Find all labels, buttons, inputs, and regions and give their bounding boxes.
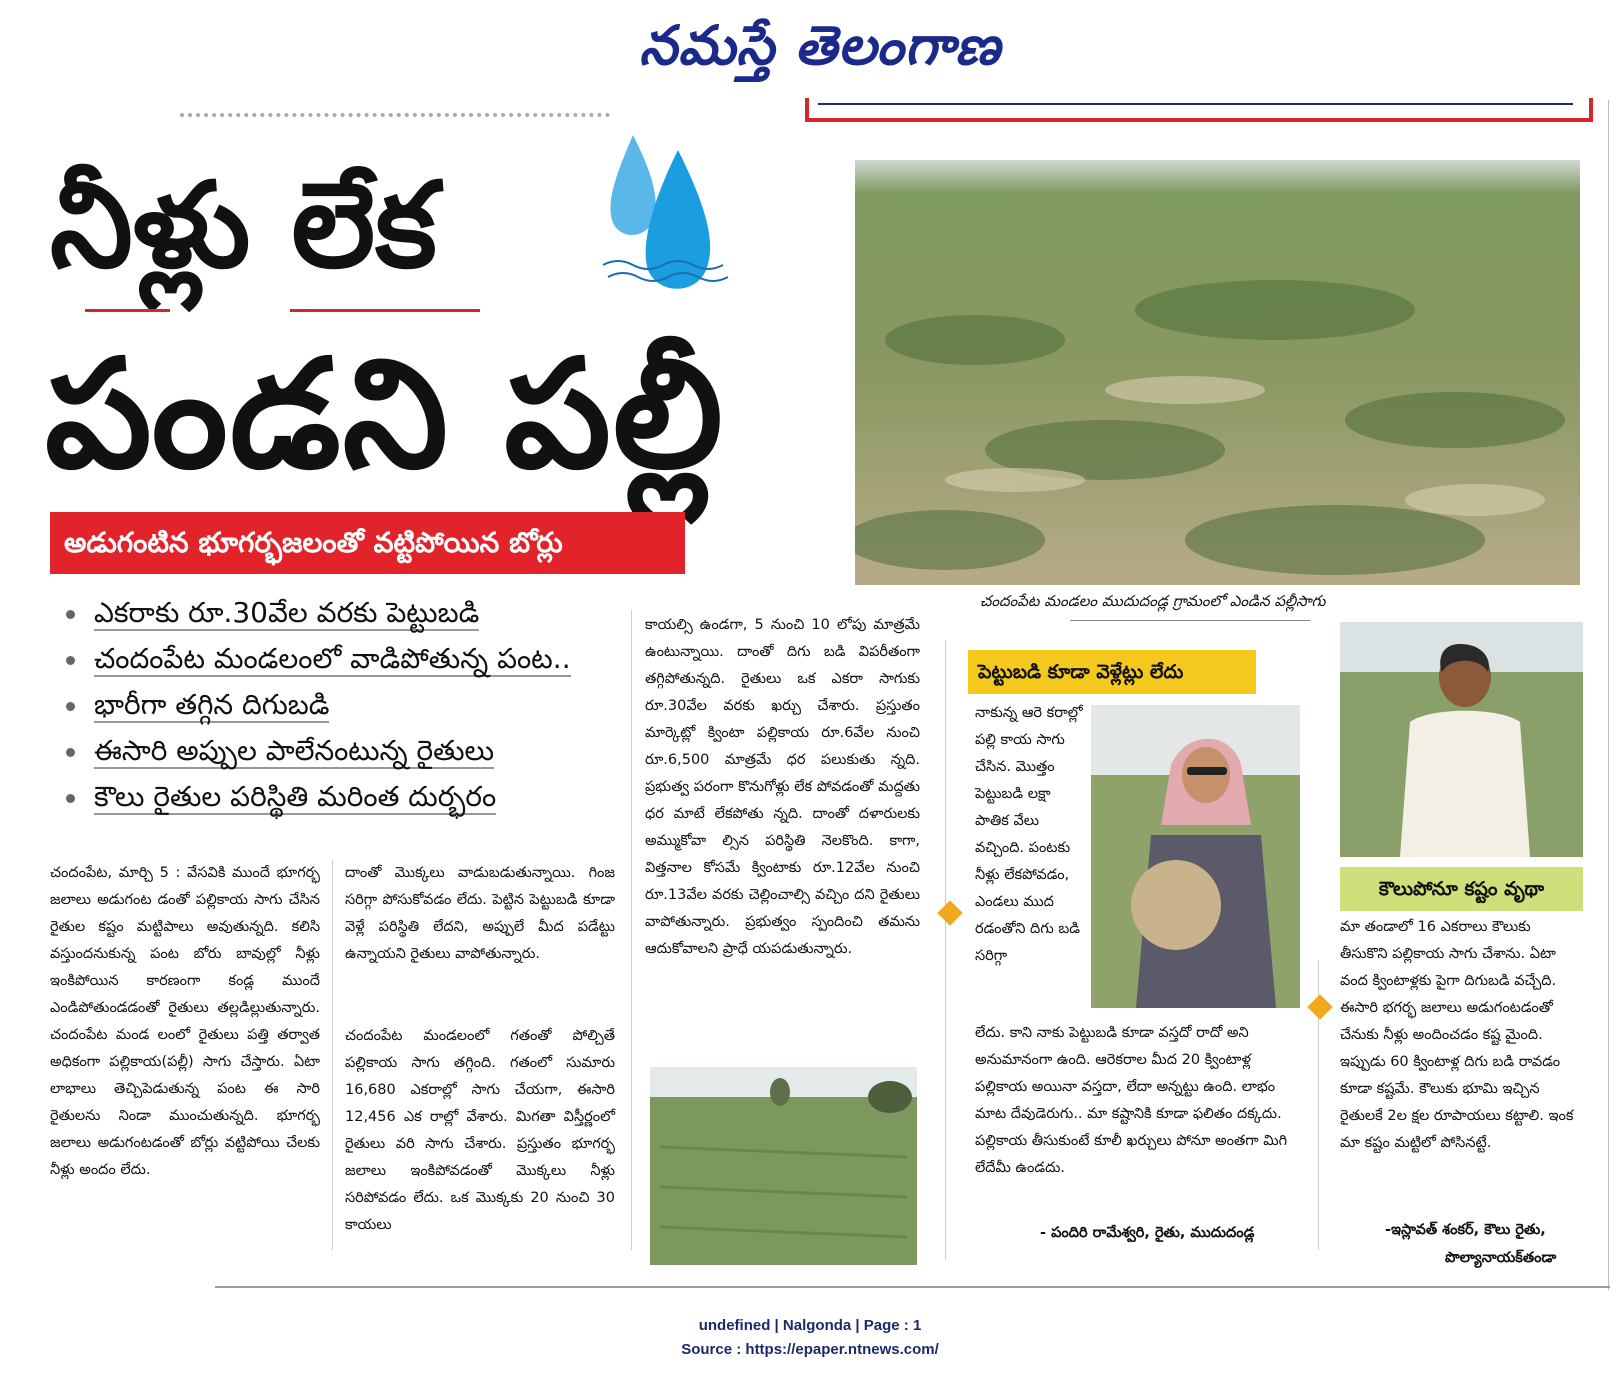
page-edge-rule xyxy=(1608,100,1609,1290)
headline-line1: నీళ్లు లేక xyxy=(50,156,437,294)
bullet-item: ఈసారి అప్పుల పాలేనంటున్న రైతులు xyxy=(60,728,660,774)
box2-heading: కౌలుపోనూ కష్టం వృథా xyxy=(1340,867,1583,911)
bullet-item: ఎకరాకు రూ.30వేల వరకు పెట్టుబడి xyxy=(60,590,660,636)
bullet-item-continued: భారీగా తగ్గిన దిగుబడి xyxy=(60,682,660,728)
body-column-3: కాయల్సి ఉండగా, 5 నుంచి 10 లోపు మాత్రమే ఉంటున్నాయి. దాంతో దిగు బడి విపరీతంగా తగ్గిపోతున్నది. రైతులు ఒక ఎకరా సాగుకు రూ.30వేల వరకు ఖర్చు చేశారు. ప్రస్తుతం మార్కెట్లో క్వింటా పల్లికాయ రూ.6వేల నుంచి రూ.6,500 మాత్రమే ధర పలుకుతు న్నది. ప్రభుత్వ పరంగా కొనుగోళ్లు లేక పోవడంతో మద్దతు ధర మాటే లేకపోతు న్నది. దాంతో దళారులకు అమ్ముకోవా ల్సిన పరిస్థితి నెలకొంది. కాగా, విత్తనాల కోసమే క్వింటాకు రూ.12వేల నుంచి రూ.13వేల వరకు చెల్లించాల్సి వచ్చిం దని రైతులు వాపోతున్నారు. ప్రభుత్వం స్పందించి తమను ఆదుకోవాలని ప్రాధే యపడుతున్నారు. xyxy=(645,617,920,957)
headline-line2: పండని పల్లీ xyxy=(45,328,725,502)
body-column-2b: చందంపేట మండలంలో గతంతో పోల్చితే పల్లికాయ సాగు తగ్గింది. గతంలో సుమారు 16,680 ఎకరాల్లో సాగు చేయగా, ఈసారి 12,456 ఎక రాల్లో వేశారు. మిగతా విస్తీర్ణంలో రైతులు వరి సాగు చేశారు. ప్రస్తుతం భూగర్భ జలాలు ఇంకిపోవడంతో మొక్కలు నీళ్లు సరిపోవడం లేదు. ఒక మొక్కకు 20 నుంచి 30 కాయలు xyxy=(345,1028,615,1233)
bullet-item: చందంపేట మండలంలో వాడిపోతున్న పంట.. xyxy=(60,636,660,682)
bottom-rule xyxy=(215,1286,1610,1288)
box1-attribution: - పందిరి రామేశ్వరి, రైతు, ముదుదండ్ల xyxy=(1040,1225,1255,1241)
masthead-logo: నమస్తే తెలంగాణ xyxy=(639,13,1001,77)
box1-heading: పెట్టుబడి కూడా వెళ్లేట్లు లేదు xyxy=(968,650,1256,694)
box2-text: మా తండాలో 16 ఎకరాలు కౌలుకు తీసుకొని పల్లికాయ సాగు చేశాను. ఏటా వంద క్వింటాళ్లకు పైగా దిగుబడి వచ్చేది. ఈసారి భగర్భ జలాలు అడుగంటడంతో చేనుకు నీళ్లు అందించడం కష్ట మైంది. ఇప్పుడు 60 క్వింటాళ్ల దిగు బడి రావడం కూడా కష్టమే. కౌలుకు భూమి ఇచ్చిన రైతులకే 2ల క్షల రూపాయలు కట్టాలి. ఇంక మా కష్టం మట్టిలో పోసినట్టే. xyxy=(1340,919,1574,1151)
box1-text-wide: లేదు. కాని నాకు పెట్టుబడి కూడా వస్తదో రాదో అని అనుమానంగా ఉంది. ఆరెకరాల మీద 20 క్వింటాళ్ల పల్లికాయ అయినా వస్తదా, లేదా అన్నట్టు ఉంది. లాభం మాట దేవుడెరుగు.. మా కష్టానికి కూడా ఫలితం దక్కదు. పల్లికాయ తీసుకుంటే కూలీ ఖర్చులు పోనూ అంతగా మిగి లేదేమీ ఉండదు. xyxy=(975,1025,1288,1176)
box1-text-narrow: నాకున్న ఆరె కరాల్లో పల్లి కాయ సాగు చేసిన. మొత్తం పెట్టుబడి లక్షా పాతిక వేలు వచ్చింది. పంటకు నీళ్లు లేకపోవడం, ఎండలు ముద రడంతోని దిగు బడి సరిగ్గా xyxy=(975,705,1083,964)
column-rule xyxy=(332,860,333,1250)
farmer-woman-photo xyxy=(1091,705,1300,1008)
body-column-2a: దాంతో మొక్కలు వాడుబడుతున్నాయి. గింజ సరిగ్గా పోసుకోవడం లేదు. పెట్టిన పెట్టుబడి కూడా వెళ్లే పరిస్థితి లేదని, అప్పులే మీద పడేట్టు ఉన్నాయని రైతులు వాపోతున్నారు. xyxy=(345,865,615,962)
main-photo-caption: చందంపేట మండలం ముదుదండ్ల గ్రామంలో ఎండిన పల్లీసాగు xyxy=(980,592,1326,610)
headline-rule-left xyxy=(85,309,170,312)
box2-attribution-line1: -ఇస్లావత్ శంకర్, కౌలు రైతు, xyxy=(1385,1222,1546,1238)
bullet-list xyxy=(60,590,660,820)
footer-source: Source : https://epaper.ntnews.com/ xyxy=(681,1341,939,1358)
footer-page-info: undefined | Nalgonda | Page : 1 xyxy=(698,1317,922,1334)
red-frame xyxy=(805,98,1593,122)
box2-attribution-line2: పొల్యానాయక్‌తండా xyxy=(1445,1250,1557,1266)
water-drops-icon xyxy=(598,130,748,305)
caption-underline xyxy=(1070,620,1310,621)
diamond-ornament xyxy=(1307,994,1332,1019)
body-column-1: చందంపేట, మార్చి 5 : వేసవికి ముందే భూగర్భ జలాలు అడుగంట డంతో పల్లికాయ సాగు చేసిన రైతుల కష్టం మట్టిపాలు అవుతున్నది. కలిసి వస్తుందనుకున్న పంట బోరు బావుల్లో నీళ్లు ఇంకిపోయిన కారణంగా కండ్ల ముందే ఎండిపోతుండడంతో రైతులు తల్లడిల్లుతున్నారు. చందంపేట మండ లంలో రైతులు పత్తి తర్వాత అధికంగా పల్లికాయ(పల్లీ) సాగు చేస్తారు. ఏటా లాభాలు తెచ్చిపెడుతున్న పంట ఈ సారి రైతులను నిండా ముంచుతున్నది. భూగర్భ జలాలు అడుగంటడంతో బోర్లు వట్టిపోయి చేలకు నీళ్లు అందం లేదు. xyxy=(50,865,320,1178)
column-rule xyxy=(631,610,632,1250)
dotted-divider xyxy=(180,113,610,117)
headline-rule-right xyxy=(290,309,480,312)
bullet-item: కౌలు రైతుల పరిస్థితి మరింత దుర్భరం xyxy=(60,774,660,820)
column-rule xyxy=(945,640,946,1260)
blue-rule xyxy=(818,103,1573,105)
farmer-man-photo xyxy=(1340,622,1583,857)
subheadline-bar: అడుగంటిన భూగర్భజలంతో వట్టిపోయిన బోర్లు xyxy=(50,512,685,574)
field-photo-small xyxy=(650,1067,917,1265)
main-field-photo xyxy=(855,160,1580,585)
diamond-ornament xyxy=(937,900,962,925)
